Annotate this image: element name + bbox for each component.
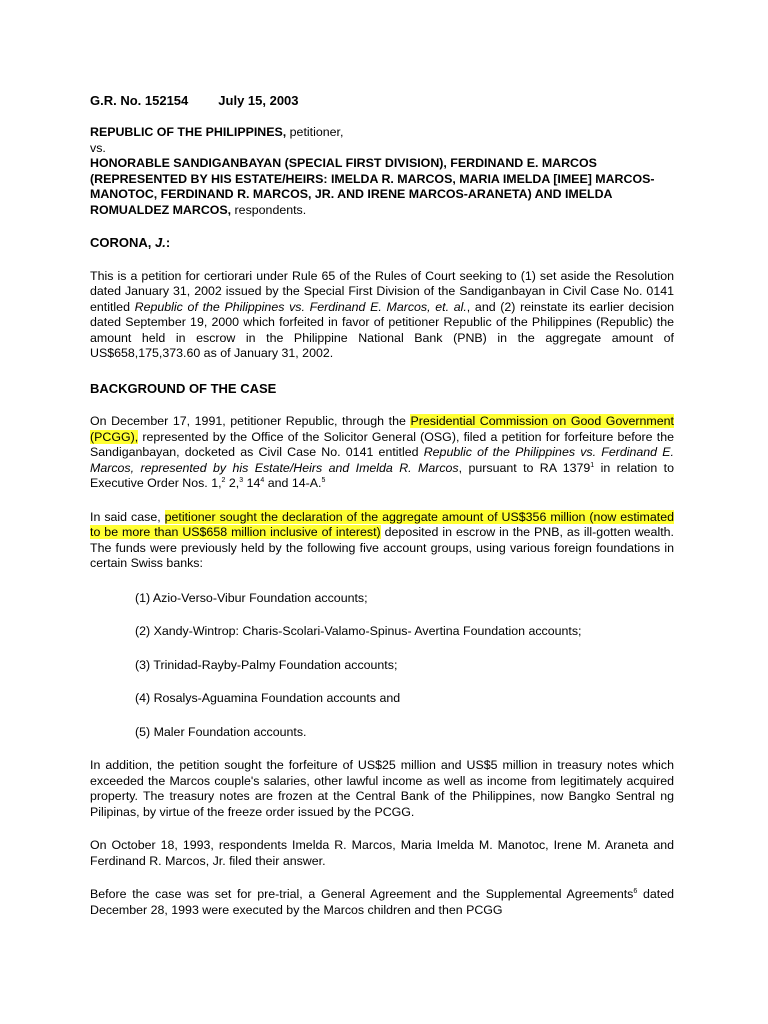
bg-p1-text-5: 2,: [225, 476, 240, 490]
ponente-name: CORONA,: [90, 235, 155, 250]
gr-number: G.R. No. 152154: [90, 93, 189, 108]
ponente: [90, 235, 674, 251]
bg-p1-text-2: represented by the Office of the Solicitor General (OSG), filed a petition for forfeiture before the Sandiganbayan, docketed as Civil Case No. 0141 entitled: [90, 429, 674, 459]
case-parties: [90, 125, 674, 218]
background-paragraph-4: On October 18, 1993, respondents Imelda R. Marcos, Maria Imelda M. Manotoc, Irene M. Araneta and Ferdinand R. Marcos, Jr. filed their answer.: [90, 838, 674, 868]
bg-p1-text-7: and 14-A.: [264, 476, 322, 490]
bg-p1-text-3: , pursuant to RA 1379: [458, 460, 591, 475]
section-heading-background: BACKGROUND OF THE CASE: [90, 380, 277, 396]
petitioner-role: petitioner,: [286, 125, 344, 139]
bg-p5-text-2: dated December 28, 1993 were executed by the Marcos children and then PCGG: [90, 887, 675, 917]
list-item: (3) Trinidad-Rayby-Palmy Foundation accounts;: [135, 657, 398, 672]
list-item: (5) Maler Foundation accounts.: [135, 724, 307, 739]
bg-p5-text-1: Before the case was set for pre-trial, a General Agreement and the Supplemental Agreements: [90, 887, 634, 901]
background-paragraph-3: In addition, the petition sought the forfeiture of US$25 million and US$5 million in treasury notes which exceeded the Marcos couple's salaries, other lawful income as well as income from legitimately acquired property. The treasury notes are frozen at the Central Bank of the Philippines, now Bangko Sentral ng Pilipinas, by virtue of the freeze order issued by the PCGG.: [90, 758, 674, 819]
footnote-ref[interactable]: 3: [239, 477, 244, 484]
list-item: (2) Xandy-Wintrop: Charis-Scolari-Valamo-Spinus- Avertina Foundation accounts;: [135, 624, 582, 638]
case-header: [90, 93, 674, 109]
intro-text-2: , and (2) reinstate its earlier decision dated September 19, 2000 which forfeited in favor of petitioner Republic of the Philippines (Republic) the amount held in escrow in the Philippine National Bank (PNB) in the aggregate amount of US$658,175,373.60 as of January 31, 2002.: [90, 299, 674, 360]
petitioner-line: [90, 125, 674, 141]
list-item: (1) Azio-Verso-Vibur Foundation accounts;: [135, 590, 368, 605]
footnote-ref[interactable]: 2: [221, 477, 226, 484]
intro-case-title: Republic of the Philippines vs. Ferdinand E. Marcos, et. al.: [134, 299, 467, 314]
footnote-ref[interactable]: 4: [260, 477, 265, 484]
intro-paragraph: [90, 269, 674, 362]
highlight-aggregate-amount: petitioner sought the declaration of the aggregate amount of US$356 million (now estimated to be more than US$658 million inclusive of interest): [90, 509, 674, 539]
footnote-ref[interactable]: 1: [590, 461, 595, 469]
highlight-pcgg: Presidential Commission on Good Government (PCGG),: [90, 414, 674, 444]
versus-label: vs.: [90, 140, 106, 155]
bg-p2-text-2: deposited in escrow in the PNB, as ill-gotten wealth. The funds were previously held by the following five account groups, using various foreign foundations in certain Swiss banks:: [90, 525, 674, 570]
ponente-title: J.: [155, 235, 166, 250]
account-groups-list: [135, 591, 674, 741]
list-item: (4) Rosalys-Aguamina Foundation accounts and: [135, 691, 401, 705]
bg-p1-text-4: in relation to Executive Order Nos. 1,: [90, 460, 675, 490]
background-paragraph-1: [90, 414, 674, 492]
document-body: [90, 93, 674, 918]
intro-text-1: This is a petition for certiorari under Rule 65 of the Rules of Court seeking to (1) set aside the Resolution dated January 31, 2002 issued by the Special First Division of the Sandiganbayan in Civil Case No. 0141 entitled: [90, 268, 674, 314]
respondents-role: respondents.: [231, 202, 307, 217]
respondents-names: HONORABLE SANDIGANBAYAN (SPECIAL FIRST DIVISION), FERDINAND E. MARCOS (REPRESENTED BY HIS ESTATE/HEIRS: IMELDA R. MARCOS, MARIA IMELDA [IMEE] MARCOS-MANOTOC, FERDINAND R. MARCOS, JR. AND IRENE MARCOS-ARANETA) AND IMELDA ROMUALDEZ MARCOS,: [90, 156, 655, 217]
ponente-colon: :: [165, 235, 171, 250]
bg-p1-text-6: 14: [243, 476, 261, 490]
footnote-ref[interactable]: 6: [633, 888, 638, 895]
bg-p1-text-1: On December 17, 1991, petitioner Republic, through the: [90, 414, 411, 428]
decision-date: July 15, 2003: [218, 93, 299, 108]
background-paragraph-2: [90, 510, 674, 572]
bg-p1-case-title: Republic of the Philippines vs. Ferdinand E. Marcos, represented by his Estate/Heirs and Imelda R. Marcos: [90, 445, 674, 475]
bg-p2-text-1: In said case,: [90, 509, 165, 524]
background-paragraph-5: [90, 887, 674, 918]
petitioner-name: REPUBLIC OF THE PHILIPPINES,: [90, 125, 287, 139]
footnote-ref[interactable]: 5: [321, 477, 326, 484]
respondents-block: [90, 156, 674, 218]
